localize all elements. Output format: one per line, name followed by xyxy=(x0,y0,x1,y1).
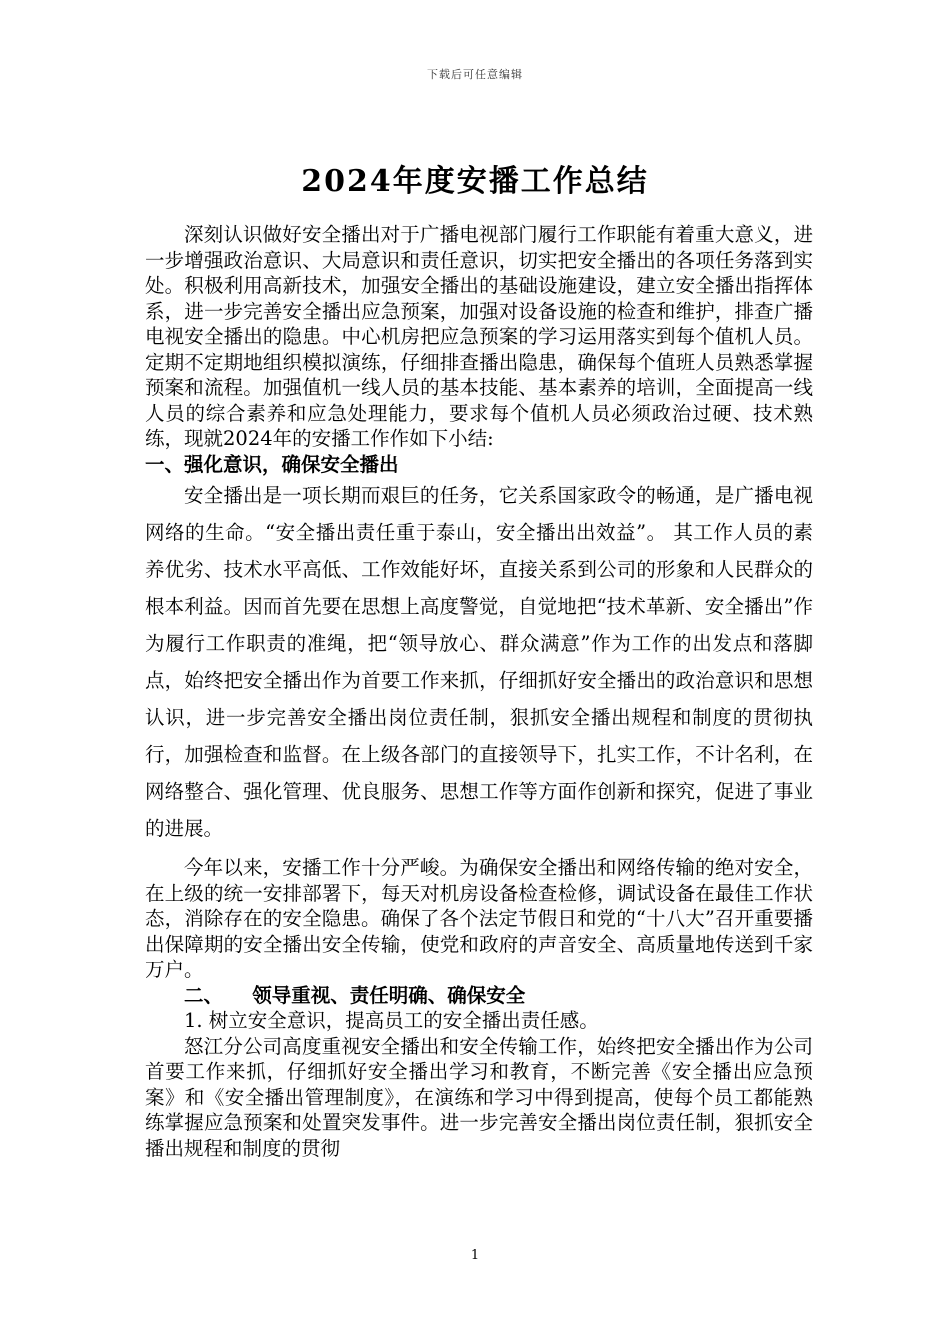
page-number: 1 xyxy=(470,1248,480,1263)
section-1-heading: 一、强化意识，确保安全播出 xyxy=(145,452,399,476)
section-2-number: 二、 xyxy=(184,983,224,1007)
section-1-paragraph-2: 今年以来，安播工作十分严峻。为确保安全播出和网络传输的绝对安全，在上级的统一安排部署下，每天对机房设备检查检修，调试设备在最佳工作状态，消除存在的安全隐患。确保了各个法定节假日和党的“十八大”召开重要播出保障期的安全播出安全传输，使党和政府的声音安全、高质量地传送到千家万户。 xyxy=(145,856,813,981)
intro-paragraph: 深刻认识做好安全播出对于广播电视部门履行工作职能有着重大意义，进一步增强政治意识、大局意识和责任意识，切实把安全播出的各项任务落到实处。积极利用高新技术，加强安全播出的基础设施建设，建立安全播出指挥体系，进一步完善安全播出应急预案，加强对设备设施的检查和维护，排查广播电视安全播出的隐患。中心机房把应急预案的学习运用落实到每个值机人员。定期不定期地组织模拟演练，仔细排查播出隐患，确保每个值班人员熟悉掌握预案和流程。加强值机一线人员的基本技能、基本素养的培训，全面提高一线人员的综合素养和应急处理能力，要求每个值机人员必须政治过硬、技术熟练，现就2024年的安播工作作如下小结: xyxy=(145,223,813,450)
document-body xyxy=(145,222,813,1161)
section-2-heading xyxy=(145,983,813,1009)
section-2-subheading-1: 1. 树立安全意识，提高员工的安全播出责任感。 xyxy=(184,1009,599,1032)
section-2-paragraph-1: 怒江分公司高度重视安全播出和安全传输工作，始终把安全播出作为公司首要工作来抓，仔细抓好安全播出学习和教育，不断完善《安全播出应急预案》和《安全播出管理制度》，在演练和学习中得到提高，使每个员工都能熟练掌握应急预案和处置突发事件。进一步完善安全播出岗位责任制，狠抓安全播出规程和制度的贯彻 xyxy=(145,1034,813,1160)
section-2-title: 领导重视、责任明确、确保安全 xyxy=(252,983,526,1007)
header-note: 下载后可任意编辑 xyxy=(427,68,523,81)
section-1-paragraph-1: 安全播出是一项长期而艰巨的任务，它关系国家政令的畅通，是广播电视网络的生命。“安全播出责任重于泰山，安全播出出效益”。 其工作人员的素养优劣、技术水平高低、工作效能好坏，直接关系到公司的形象和人民群众的根本利益。因而首先要在思想上高度警觉，自觉地把“技术革新、安全播出”作为履行工作职责的准绳，把“领导放心、群众满意”作为工作的出发点和落脚点，始终把安全播出作为首要工作来抓，仔细抓好安全播出的政治意识和思想认识，进一步完善安全播出岗位责任制，狠抓安全播出规程和制度的贯彻执行，加强检查和监督。在上级各部门的直接领导下，扎实工作，不计名利，在网络整合、强化管理、优良服务、思想工作等方面作创新和探究，促进了事业的进展。 xyxy=(145,484,813,840)
document-title: 2024年度安播工作总结 xyxy=(301,164,649,199)
